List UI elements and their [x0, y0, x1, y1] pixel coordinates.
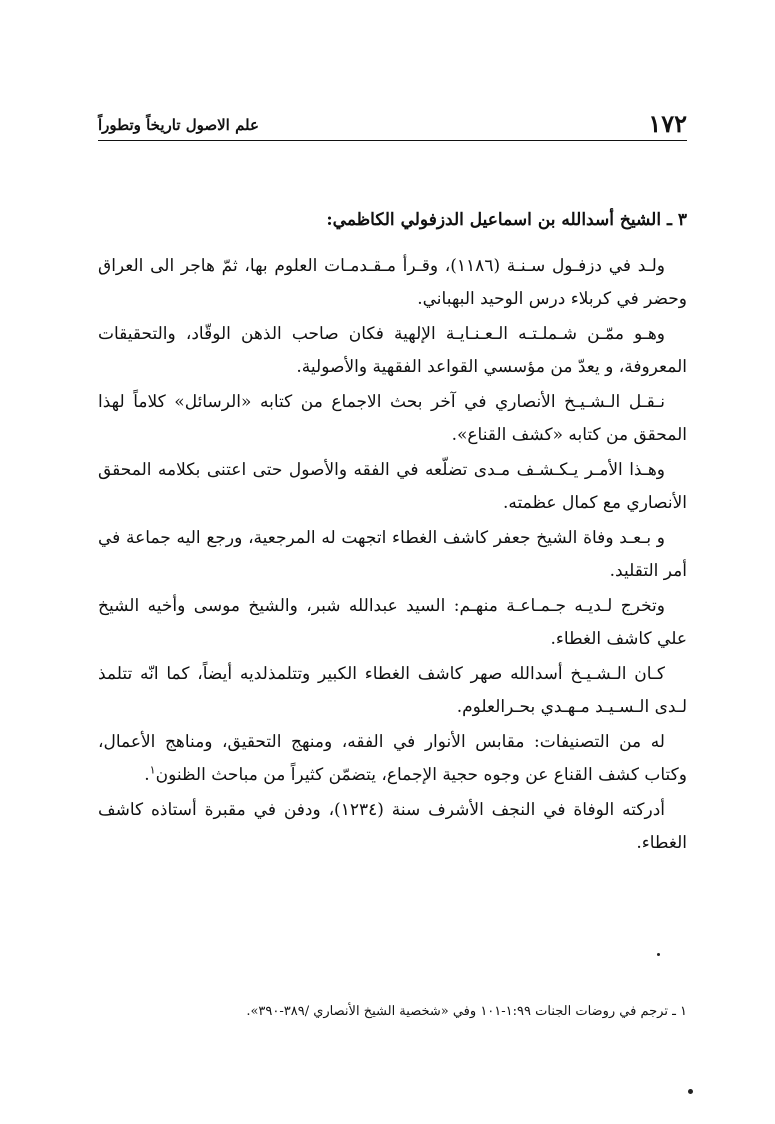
paragraph-works: [98, 726, 687, 792]
footnote-reference: ١: [149, 763, 156, 777]
ink-speck-mark: [657, 953, 660, 956]
ink-dot-mark: [688, 1089, 693, 1094]
footnote: ١ ـ ترجم في روضات الجنات ١:٩٩-١٠١ وفي «شخصية الشيخ الأنصاري /٣٨٩-٣٩٠».: [246, 1004, 687, 1019]
paragraph-expertise: وهـذا الأمـر يـكـشـف مـدى تضلّعه في الفقه والأصول حتى اعتنى بكلامه المحقق الأنصاري مع كمال عظمته.: [98, 460, 687, 513]
paragraph-birth: ولـد في دزفـول سـنـة (١١٨٦)، وقـرأ مـقـدمـات العلوم بها، ثمّ هاجر الى العراق وحضر في كربلاء درس الوحيد البهباني.: [98, 256, 687, 309]
book-title: علم الاصول تاريخاً وتطوراً: [98, 116, 259, 134]
body-text: [98, 208, 687, 862]
paragraph-teachers: كـان الـشـيـخ أسدالله صهر كاشف الغطاء الكبير وتتلمذلديه أيضاً، كما انّه تتلمذ لـدى الـسـيـد مـهـدي بحـرالعلوم.: [98, 664, 687, 717]
paragraph-death: أدركته الوفاة في النجف الأشرف سنة (١٢٣٤)، ودفن في مقبرة أستاذه كاشف الغطاء.: [98, 800, 687, 853]
paragraph-ansari-quote: نـقـل الـشـيـخ الأنصاري في آخر بحث الاجماع من كتابه «الرسائل» كلاماً لهذا المحقق من كتابه «كشف القناع».: [98, 392, 687, 445]
paragraph-marjaiya: و بـعـد وفاة الشيخ جعفر كاشف الغطاء اتجهت له المرجعية، ورجع اليه جماعة في أمر التقليد.: [98, 528, 687, 581]
section-heading: ٣ ـ الشيخ أسدالله بن اسماعيل الدزفولي الكاظمي:: [326, 210, 687, 230]
page-number: ١٧٢: [648, 109, 687, 138]
paragraph-character: وهـو ممّـن شـملـتـه الـعـنـايـة الإلهية فكان صاحب الذهن الوقّاد، والتحقيقات المعروفة، و يعدّ من مؤسسي القواعد الفقهية والأصولية.: [98, 324, 687, 377]
running-header: [98, 106, 687, 141]
works-end: .: [144, 765, 150, 785]
works-text: له من التصنيفات: مقابس الأنوار في الفقه، ومنهج التحقيق، ومناهج الأعمال، وكتاب كشف القناع عن وجوه حجية الإجماع، يتضمّن كثيراً من مباحث الظنون: [98, 732, 687, 785]
paragraph-students: وتخرج لـديـه جـمـاعـة منهـم: السيد عبدالله شبر، والشيخ موسى وأخيه الشيخ علي كاشف الغطاء.: [98, 596, 687, 649]
